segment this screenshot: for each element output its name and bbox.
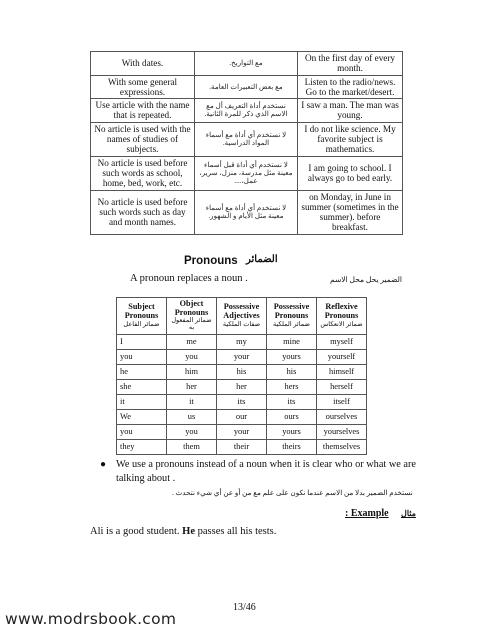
column-header-arabic: صفات الملكية bbox=[222, 320, 261, 328]
column-header-label: Possessive Adjectives bbox=[223, 302, 260, 321]
pronoun-cell: his bbox=[217, 364, 267, 379]
pronoun-cell: ourselves bbox=[317, 409, 367, 424]
pronoun-cell: mine bbox=[267, 334, 317, 349]
pronoun-cell: yourselves bbox=[317, 424, 367, 439]
column-header-label: Subject Pronouns bbox=[124, 302, 159, 321]
example-sentence: Ali is a good student. He passes all his tests. bbox=[90, 526, 277, 537]
pronoun-cell: it bbox=[167, 394, 217, 409]
table-row bbox=[91, 99, 403, 123]
pronoun-cell: myself bbox=[317, 334, 367, 349]
pronoun-cell: itself bbox=[317, 394, 367, 409]
article-rule-arabic-cell: لا نستخدم أي أداة مع أسماء معينة مثل الأيام و الشهور. bbox=[195, 190, 298, 234]
table-row bbox=[117, 334, 367, 349]
pronoun-cell: hers bbox=[267, 379, 317, 394]
article-example-cell: I do not like science. My favorite subject is mathematics. bbox=[298, 122, 403, 156]
column-header-arabic: ضمائر الفاعل bbox=[123, 320, 160, 328]
table-row bbox=[117, 364, 367, 379]
pronoun-cell: she bbox=[117, 379, 167, 394]
table-row bbox=[117, 349, 367, 364]
pronoun-cell: her bbox=[217, 379, 267, 394]
pronoun-cell: me bbox=[167, 334, 217, 349]
article-example-cell: Listen to the radio/news. Go to the market/desert. bbox=[298, 75, 403, 99]
pronoun-cell: himself bbox=[317, 364, 367, 379]
pronoun-column-header bbox=[267, 298, 317, 335]
pronoun-cell: your bbox=[217, 349, 267, 364]
pronoun-cell: us bbox=[167, 409, 217, 424]
pronoun-cell: I bbox=[117, 334, 167, 349]
column-header-label: Object Pronouns bbox=[174, 299, 209, 317]
pronoun-cell: you bbox=[117, 424, 167, 439]
pronoun-cell: it bbox=[117, 394, 167, 409]
article-example-cell: I saw a man. The man was young. bbox=[298, 99, 403, 123]
article-rule-cell: No article is used with the names of studies of subjects. bbox=[91, 122, 195, 156]
pronoun-cell: themselves bbox=[317, 439, 367, 454]
pronoun-cell: their bbox=[217, 439, 267, 454]
pronoun-column-header bbox=[317, 298, 367, 335]
article-example-cell: I am going to school. I always go to bed early. bbox=[298, 156, 403, 190]
table-row bbox=[91, 52, 403, 76]
pronoun-cell: his bbox=[267, 364, 317, 379]
article-example-cell: on Monday, in June in summer (sometimes in the summer). before breakfast. bbox=[298, 190, 403, 234]
pronoun-cell: yourself bbox=[317, 349, 367, 364]
pronoun-cell: ours bbox=[267, 409, 317, 424]
article-usage-table bbox=[90, 51, 403, 235]
pronoun-usage-note: We use a pronouns instead of a noun when it is clear who or what we are talking about . bbox=[116, 459, 416, 485]
pronouns-heading-arabic: الضمائر bbox=[246, 254, 278, 265]
bullet-icon: ● bbox=[100, 459, 107, 470]
example-label-arabic: مثال bbox=[401, 509, 416, 518]
column-header-arabic: ضمائر الانعكاس bbox=[320, 320, 363, 328]
column-header-arabic: ضمائر المفعول به bbox=[171, 317, 212, 332]
column-header-label: Reflexive Pronouns bbox=[324, 302, 359, 321]
pronoun-cell: We bbox=[117, 409, 167, 424]
pronoun-cell: you bbox=[167, 349, 217, 364]
pronoun-cell: he bbox=[117, 364, 167, 379]
pronoun-intro-arabic: الضمير يحل محل الاسم bbox=[330, 275, 403, 284]
table-row bbox=[117, 409, 367, 424]
pronoun-intro: A pronoun replaces a noun . bbox=[130, 273, 248, 284]
pronoun-cell: you bbox=[117, 349, 167, 364]
pronoun-cell: theirs bbox=[267, 439, 317, 454]
article-rule-cell: Use article with the name that is repeated. bbox=[91, 99, 195, 123]
article-rule-cell: With dates. bbox=[91, 52, 195, 76]
pronoun-cell: yours bbox=[267, 349, 317, 364]
page-number: 13/46 bbox=[233, 602, 256, 613]
table-row bbox=[117, 424, 367, 439]
pronoun-cell: they bbox=[117, 439, 167, 454]
column-header-arabic: ضمائر الملكية bbox=[272, 320, 310, 328]
pronoun-cell: you bbox=[167, 424, 217, 439]
pronoun-cell: him bbox=[167, 364, 217, 379]
pronoun-column-header bbox=[217, 298, 267, 335]
article-rule-arabic-cell: مع بعض التعبيرات العامة. bbox=[195, 75, 298, 99]
article-rule-cell: No article is used before such words as school, home, bed, work, etc. bbox=[91, 156, 195, 190]
article-rule-arabic-cell: لا نستخدم أي أداة مع أسماء المواد الدراسية. bbox=[195, 122, 298, 156]
article-rule-arabic-cell: مع التواريخ. bbox=[195, 52, 298, 76]
pronoun-column-header bbox=[167, 298, 217, 335]
table-row bbox=[117, 379, 367, 394]
pronoun-cell: her bbox=[167, 379, 217, 394]
pronoun-cell: its bbox=[217, 394, 267, 409]
article-rule-arabic-cell: نستخدم أداة التعريف أل مع الاسم الذي ذكر للمرة الثانية. bbox=[195, 99, 298, 123]
pronoun-cell: my bbox=[217, 334, 267, 349]
watermark-url: www.modrsbook.com bbox=[5, 610, 177, 628]
example-label: : Example bbox=[345, 508, 389, 519]
table-row bbox=[91, 156, 403, 190]
pronoun-cell: your bbox=[217, 424, 267, 439]
column-header-label: Possessive Pronouns bbox=[273, 302, 310, 321]
pronoun-cell: yours bbox=[267, 424, 317, 439]
pronouns-heading: Pronouns bbox=[184, 255, 238, 267]
pronoun-usage-note-arabic: نستخدم الضمير بدلا من الاسم عندما نكون على علم مع من أو عن أي شيء نتحدث . bbox=[172, 489, 413, 497]
pronoun-column-header bbox=[117, 298, 167, 335]
pronoun-cell: them bbox=[167, 439, 217, 454]
article-rule-cell: No article is used before such words such as day and month names. bbox=[91, 190, 195, 234]
pronoun-cell: herself bbox=[317, 379, 367, 394]
table-row bbox=[91, 75, 403, 99]
table-row bbox=[117, 394, 367, 409]
article-rule-cell: With some general expressions. bbox=[91, 75, 195, 99]
table-row bbox=[117, 439, 367, 454]
pronoun-table bbox=[116, 297, 367, 455]
pronoun-cell: our bbox=[217, 409, 267, 424]
article-rule-arabic-cell: لا نستخدم أي أداة قبل أسماء معينة مثل مدرسة، منزل، سرير، عمل،.... bbox=[195, 156, 298, 190]
article-example-cell: On the first day of every month. bbox=[298, 52, 403, 76]
table-row bbox=[91, 122, 403, 156]
table-row bbox=[91, 190, 403, 234]
pronoun-cell: its bbox=[267, 394, 317, 409]
